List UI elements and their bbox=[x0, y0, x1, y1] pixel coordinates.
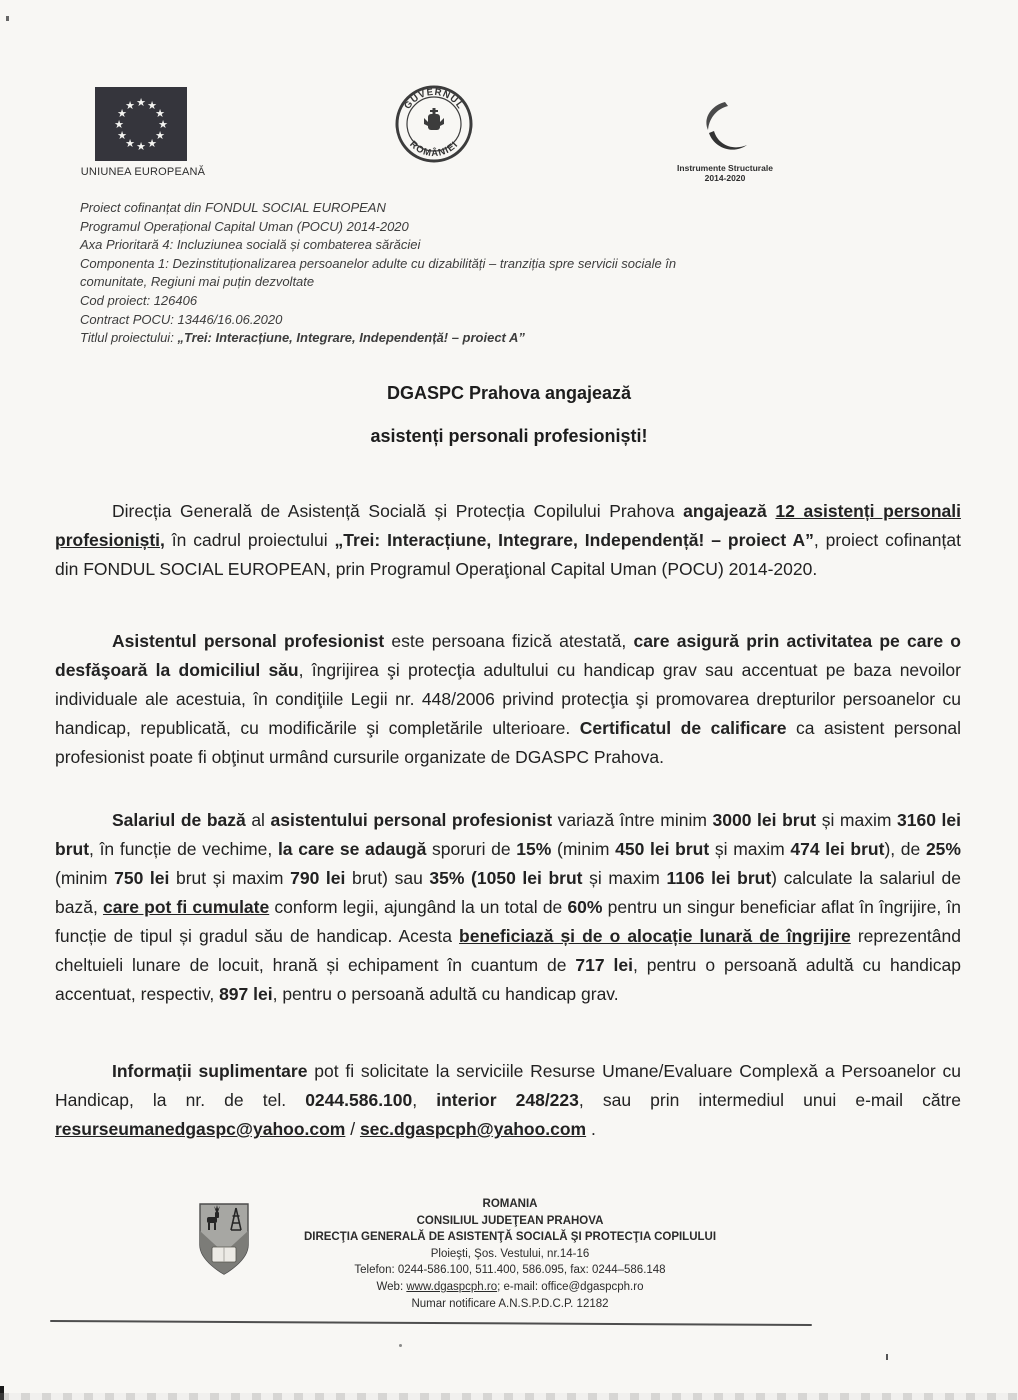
hr-email-link[interactable]: resurseumanedgaspc@yahoo.com bbox=[55, 1119, 346, 1139]
footer-notification-number: Numar notificare A.N.S.P.D.C.P. 12182 bbox=[411, 1297, 609, 1310]
text-run: , sau prin intermediul unui e-mail către bbox=[578, 1090, 961, 1110]
svg-text:ROMÂNIEI: ROMÂNIEI bbox=[407, 138, 461, 160]
text-run: Informații suplimentare bbox=[112, 1061, 315, 1081]
project-meta-block bbox=[80, 199, 676, 348]
text-run: , îngrijirea şi protecţia adultului cu handicap grav sau accentuat pe baza nevoilor individuale ale acestuia, în condiţiile Legii nr. 448/2006 privind protecţia şi promovarea drepturilor persoanelor cu handicap, republicată, cu modificările şi completările ulterioare. bbox=[55, 660, 961, 738]
meta-line: Componenta 1: Dezinstituționalizarea persoanelor adulte cu dizabilități – tranziția spre servicii sociale în bbox=[80, 255, 677, 271]
paragraph-role-definition bbox=[55, 627, 961, 772]
text-run: 3000 lei brut bbox=[712, 810, 822, 830]
text-run: pentru un singur beneficiar aflat în îngrijire, în funcție de tipul și gradul său de handicap. Acesta bbox=[55, 897, 961, 946]
text-run: 790 lei bbox=[290, 868, 352, 888]
meta-line: Proiect cofinanțat din FONDUL SOCIAL EUROPEAN bbox=[80, 200, 386, 215]
footer-address: Ploieşti, Şos. Vestului, nr.14-16 bbox=[430, 1247, 590, 1260]
text-run: Asistentul personal profesionist bbox=[112, 631, 392, 651]
text-run: 450 lei brut bbox=[615, 839, 715, 859]
svg-text:★: ★ bbox=[117, 129, 127, 142]
text-run: / bbox=[345, 1119, 360, 1139]
secretary-email-link[interactable]: sec.dgaspcph@yahoo.com bbox=[359, 1119, 587, 1139]
footer-web-email bbox=[230, 1279, 790, 1296]
instruments-label: Instrumente Structurale bbox=[677, 163, 773, 173]
text-run: variază între minim bbox=[557, 810, 713, 830]
text-run: ca asistent personal profesionist poate fi obţinut urmând cursurile organizate de DGASPC Prahova. bbox=[55, 718, 961, 767]
text-run: . bbox=[586, 1119, 596, 1139]
scan-speck bbox=[6, 16, 9, 21]
text-run: 897 lei bbox=[219, 984, 273, 1004]
text-run: 3160 lei brut bbox=[55, 810, 962, 859]
meta-line: Contract POCU: 13446/16.06.2020 bbox=[80, 311, 283, 327]
text-run: și maxim bbox=[589, 868, 667, 888]
scan-speck bbox=[399, 1344, 402, 1347]
text-run: (minim bbox=[557, 839, 616, 859]
meta-line: Axa Prioritară 4: Incluziunea socială și combaterea sărăciei bbox=[80, 237, 421, 253]
text-run: Titlul proiectului: bbox=[80, 330, 178, 346]
text-run: asistentului personal profesionist bbox=[270, 810, 558, 830]
text-run: ; e-mail: office@dgaspcph.ro bbox=[497, 1280, 644, 1293]
text-run: beneficiază și de o alocație lunară de îngrijire bbox=[459, 926, 851, 946]
text-run: sporuri de bbox=[431, 839, 517, 859]
romanian-government-seal bbox=[394, 84, 474, 164]
text-run: 35% (1050 lei brut bbox=[429, 868, 590, 888]
text-run: 15% bbox=[516, 839, 557, 859]
text-run: 717 lei bbox=[575, 955, 633, 975]
text-run: Direcția Generală de Asistență Socială și Protecția Copilului Prahova bbox=[112, 501, 684, 521]
text-run: al bbox=[251, 810, 271, 830]
text-run: reprezentând cheltuieli lunare de locuit, hrană și echipament în cuantum de bbox=[55, 926, 961, 975]
text-run: , în funcție de vechime, bbox=[89, 839, 278, 859]
svg-text:★: ★ bbox=[125, 99, 135, 112]
svg-text:★: ★ bbox=[147, 137, 157, 150]
paragraph-salary bbox=[55, 806, 961, 1009]
svg-text:★: ★ bbox=[136, 140, 146, 153]
text-run: 750 lei bbox=[114, 868, 176, 888]
text-run: interior 248/223 bbox=[436, 1090, 579, 1110]
text-run: „Trei: Interacțiune, Integrare, Independență! – proiect A” bbox=[334, 530, 814, 550]
text-run: la care se adaugă bbox=[277, 839, 432, 859]
text-run: , pentru o persoană adultă cu handicap accentuat, respectiv, bbox=[55, 955, 962, 1004]
text-run: și maxim bbox=[714, 839, 791, 859]
text-run: care asigură prin activitatea pe care o desfăşoară la domiciliul său bbox=[55, 631, 961, 680]
svg-text:★: ★ bbox=[125, 137, 135, 150]
text-run: Salariul de bază bbox=[112, 810, 252, 830]
text-run: angajează bbox=[683, 501, 776, 521]
footer-council: CONSILIUL JUDEŢEAN PRAHOVA bbox=[416, 1214, 604, 1227]
footer-divider bbox=[50, 1320, 812, 1326]
text-run: 1106 lei brut bbox=[666, 868, 772, 888]
text-run: 474 lei brut bbox=[790, 839, 885, 859]
instruments-years: 2014-2020 bbox=[704, 173, 746, 183]
document-title-line1: DGASPC Prahova angajează bbox=[386, 383, 632, 403]
text-run: ) calculate la salariul de bază, bbox=[55, 868, 962, 917]
meta-line: Programul Operațional Capital Uman (POCU) 2014-2020 bbox=[80, 218, 409, 234]
svg-text:★: ★ bbox=[147, 99, 157, 112]
svg-text:★: ★ bbox=[136, 96, 146, 109]
meta-line: comunitate, Regiuni mai puțin dezvoltate bbox=[80, 274, 315, 290]
svg-text:GUVERNUL: GUVERNUL bbox=[402, 86, 466, 112]
text-run: ), de bbox=[884, 839, 926, 859]
meta-line: Cod proiect: 126406 bbox=[80, 292, 198, 308]
text-run: , bbox=[412, 1090, 437, 1110]
document-title-line2: asistenți personali profesioniști! bbox=[370, 426, 648, 446]
paragraph-hiring bbox=[55, 497, 961, 584]
text-run: este persoana fizică atestată, bbox=[391, 631, 634, 651]
svg-text:★: ★ bbox=[114, 118, 124, 131]
paragraph-contact bbox=[55, 1057, 961, 1144]
text-run: , proiect cofinanțat din FONDUL SOCIAL EUROPEAN, prin Programul Operaţional Capital Uman (POCU) 2014-2020. bbox=[55, 530, 961, 579]
footer-institution: DIRECŢIA GENERALĂ DE ASISTENŢĂ SOCIALĂ ŞI PROTECŢIA COPILULUI bbox=[303, 1231, 717, 1244]
text-run: în cadrul proiectului bbox=[164, 530, 335, 550]
text-run: Web: bbox=[376, 1280, 407, 1293]
text-run: brut) sau bbox=[352, 868, 430, 888]
eu-flag-label: UNIUNEA EUROPEANĂ bbox=[80, 166, 206, 178]
text-run: 0244.586.100 bbox=[305, 1090, 413, 1110]
footer-letterhead bbox=[230, 1196, 790, 1312]
swoosh-icon bbox=[693, 100, 757, 158]
website-link[interactable]: www.dgaspcph.ro bbox=[406, 1280, 498, 1293]
text-run: și maxim bbox=[821, 810, 898, 830]
scanner-edge-band bbox=[0, 1393, 1018, 1400]
text-run: brut și maxim bbox=[175, 868, 291, 888]
eagle-emblem bbox=[424, 108, 444, 130]
meta-project-title-line bbox=[80, 329, 676, 348]
structural-instruments-logo bbox=[640, 100, 810, 183]
text-run: care pot fi cumulate bbox=[102, 897, 270, 917]
footer-country: ROMANIA bbox=[482, 1198, 538, 1210]
scan-speck bbox=[886, 1354, 888, 1360]
text-run: Certificatul de calificare bbox=[579, 718, 797, 738]
text-run: , pentru o persoană adultă cu handicap grav. bbox=[272, 984, 619, 1004]
svg-text:★: ★ bbox=[117, 107, 127, 120]
text-run: (minim bbox=[55, 868, 115, 888]
eu-flag-logo bbox=[95, 87, 187, 161]
text-run: 12 asistenți personali profesioniști, bbox=[55, 501, 961, 550]
text-run: pot fi solicitate la serviciile Resurse Umane/Evaluare Complexă a Persoanelor cu Handicap, la nr. de tel. bbox=[55, 1061, 961, 1110]
svg-text:★: ★ bbox=[155, 129, 165, 142]
svg-text:★: ★ bbox=[158, 118, 168, 131]
text-run: „Trei: Interacțiune, Integrare, Independență! – proiect A” bbox=[177, 330, 525, 346]
text-run: 25% bbox=[925, 839, 961, 859]
svg-text:★: ★ bbox=[155, 107, 165, 120]
footer-phone: Telefon: 0244-586.100, 511.400, 586.095, fax: 0244–586.148 bbox=[354, 1264, 666, 1277]
text-run: conform legii, ajungând la un total de bbox=[269, 897, 568, 917]
text-run: 60% bbox=[567, 897, 608, 917]
